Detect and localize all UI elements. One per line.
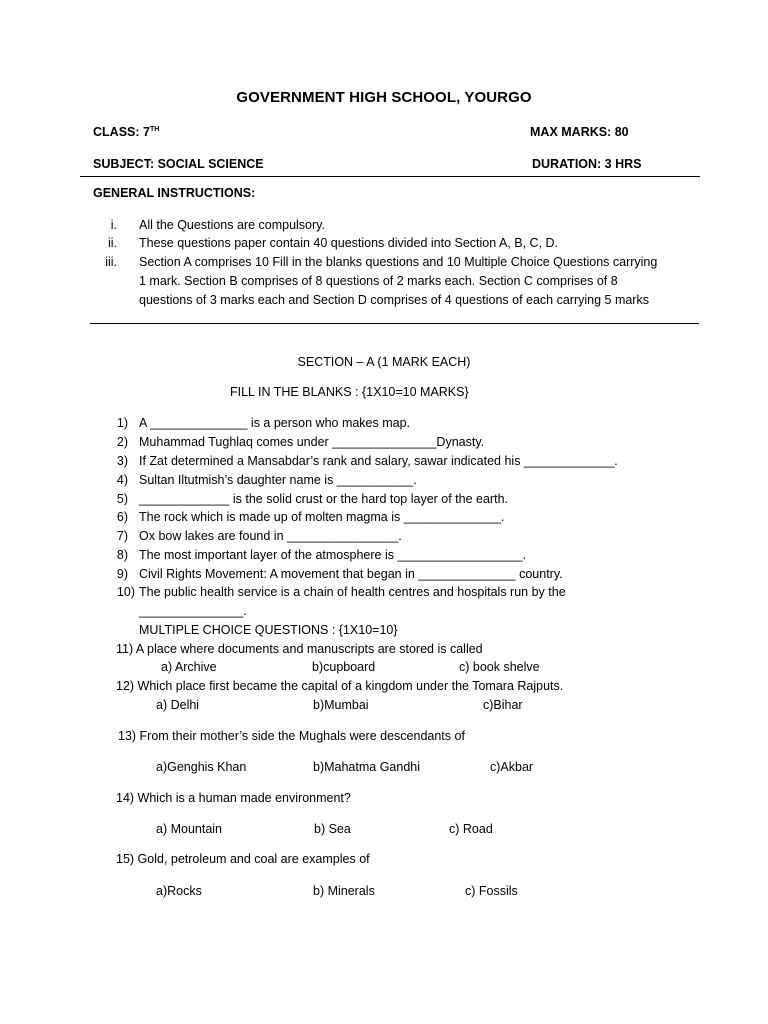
question-number: 8) bbox=[116, 548, 128, 562]
question-number: 2) bbox=[116, 435, 128, 449]
question-text: Sultan Iltutmish’s daughter name is ___________. bbox=[139, 473, 417, 487]
mcq-option: a)Rocks bbox=[156, 884, 202, 898]
mcq-question: 12) Which place first became the capital of a kingdom under the Tomara Rajputs. bbox=[116, 679, 564, 693]
question-text: A ______________ is a person who makes map. bbox=[139, 416, 411, 430]
mcq-option: c) Fossils bbox=[465, 884, 518, 898]
mcq-option: c) Road bbox=[449, 822, 493, 836]
mcq-question: 11) A place where documents and manuscripts are stored is called bbox=[116, 642, 483, 656]
max-marks: MAX MARKS: 80 bbox=[530, 125, 629, 139]
mcq-option: b)cupboard bbox=[312, 660, 376, 674]
mcq-option: b) Minerals bbox=[313, 884, 375, 898]
mcq-option: c)Akbar bbox=[490, 760, 534, 774]
subject-label: SUBJECT: SOCIAL SCIENCE bbox=[93, 157, 264, 171]
question-number: 5) bbox=[116, 492, 128, 506]
class-label: CLASS: 7TH bbox=[93, 125, 160, 139]
fill-blanks-heading: FILL IN THE BLANKS : {1X10=10 MARKS} bbox=[230, 385, 469, 399]
mcq-option: a) Archive bbox=[161, 660, 217, 674]
mcq-option: a) Delhi bbox=[156, 698, 200, 712]
mcq-question: 15) Gold, petroleum and coal are examples of bbox=[116, 852, 370, 866]
instruction-text: 1 mark. Section B comprises of 8 questions of 2 marks each. Section C comprises of 8 bbox=[139, 274, 618, 288]
mcq-option: b) Sea bbox=[314, 822, 351, 836]
question-text: _____________ is the solid crust or the hard top layer of the earth. bbox=[139, 492, 508, 506]
instruction-marker: i. bbox=[110, 218, 117, 232]
mcq-question: 13) From their mother’s side the Mughals were descendants of bbox=[118, 729, 465, 743]
question-number: 4) bbox=[116, 473, 128, 487]
question-text: Ox bow lakes are found in ________________. bbox=[139, 529, 402, 543]
question-number: 1) bbox=[116, 416, 128, 430]
question-text: Muhammad Tughlaq comes under _______________Dynasty. bbox=[139, 435, 485, 449]
question-number: 3) bbox=[116, 454, 128, 468]
instruction-marker: iii. bbox=[105, 255, 117, 269]
question-text: Civil Rights Movement: A movement that began in ______________ country. bbox=[139, 567, 563, 581]
section-a-title: SECTION – A (1 MARK EACH) bbox=[297, 355, 471, 369]
school-title: GOVERNMENT HIGH SCHOOL, YOURGO bbox=[236, 89, 532, 106]
question-text: The rock which is made up of molten magma is ______________. bbox=[139, 510, 505, 524]
instruction-text: These questions paper contain 40 questions divided into Section A, B, C, D. bbox=[139, 236, 559, 250]
duration-label: DURATION: 3 HRS bbox=[532, 157, 642, 171]
question-text: If Zat determined a Mansabdar’s rank and salary, sawar indicated his _____________. bbox=[139, 454, 618, 468]
question-text: The public health service is a chain of health centres and hospitals run by the bbox=[139, 585, 566, 599]
instruction-text: questions of 3 marks each and Section D comprises of 4 questions of each carrying 5 marks bbox=[139, 293, 649, 307]
class-superscript: TH bbox=[149, 126, 160, 133]
mcq-option: b)Mahatma Gandhi bbox=[313, 760, 421, 774]
instructions-divider bbox=[90, 323, 699, 324]
question-number: 10) bbox=[116, 585, 135, 599]
instruction-marker: ii. bbox=[107, 236, 117, 250]
question-number: 9) bbox=[116, 567, 128, 581]
question-number: 6) bbox=[116, 510, 128, 524]
mcq-option: c) book shelve bbox=[459, 660, 540, 674]
question-text-continued: _______________. bbox=[139, 604, 247, 618]
question-number: 7) bbox=[116, 529, 128, 543]
mcq-option: a)Genghis Khan bbox=[156, 760, 247, 774]
mcq-option: a) Mountain bbox=[156, 822, 223, 836]
header-divider bbox=[80, 176, 700, 177]
mcq-option: b)Mumbai bbox=[313, 698, 369, 712]
question-text: The most important layer of the atmosphere is __________________. bbox=[139, 548, 527, 562]
instructions-heading: GENERAL INSTRUCTIONS: bbox=[93, 186, 256, 200]
instruction-text: All the Questions are compulsory. bbox=[139, 218, 325, 232]
mcq-question: 14) Which is a human made environment? bbox=[116, 791, 351, 805]
instruction-text: Section A comprises 10 Fill in the blanks questions and 10 Multiple Choice Questions carrying bbox=[139, 255, 658, 269]
mcq-option: c)Bihar bbox=[483, 698, 523, 712]
mcq-heading: MULTIPLE CHOICE QUESTIONS : {1X10=10} bbox=[139, 623, 398, 637]
